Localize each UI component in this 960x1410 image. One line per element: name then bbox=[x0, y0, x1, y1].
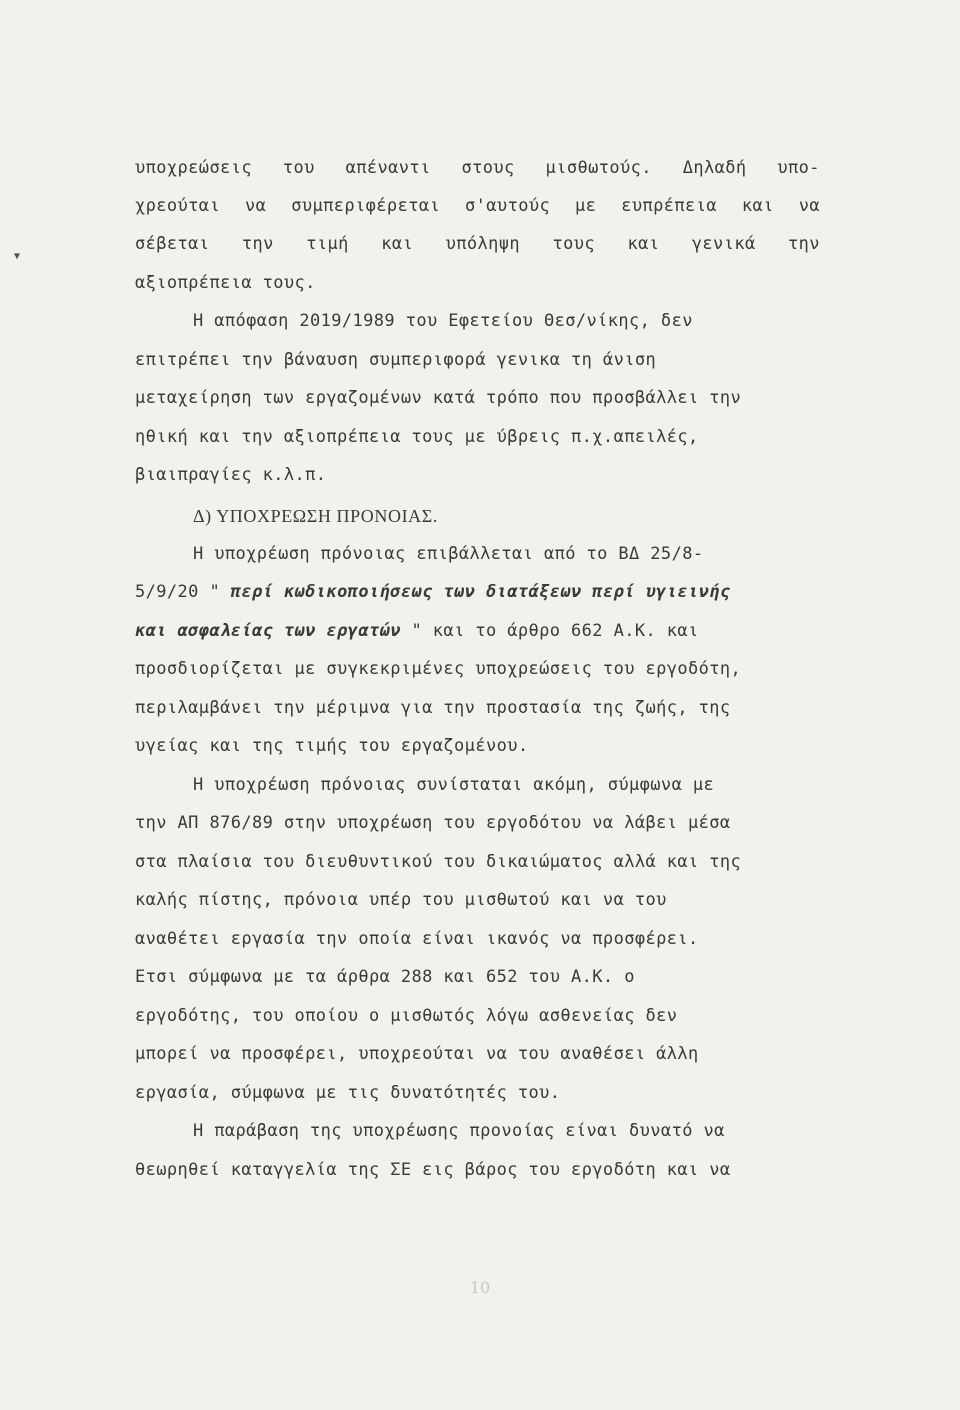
text-line-23: εργοδότης, του οποίου ο μισθωτός λόγω ασθενείας δεν bbox=[135, 1006, 678, 1026]
word: Δηλαδή bbox=[682, 158, 747, 178]
word: στους bbox=[461, 158, 515, 178]
text-line-25: εργασία, σύμφωνα με τις δυνατότητές του. bbox=[135, 1083, 561, 1103]
text-line-2 bbox=[135, 196, 820, 226]
text-line-12 bbox=[135, 582, 820, 612]
word: την bbox=[788, 234, 820, 254]
word: να bbox=[798, 196, 820, 216]
word: να bbox=[245, 196, 267, 216]
text-line-7: μεταχείρηση των εργαζομένων κατά τρόπο που προσβάλλει την bbox=[135, 388, 742, 408]
word: μισθωτούς. bbox=[545, 158, 652, 178]
text-line-13 bbox=[135, 621, 820, 651]
text-line-16: υγείας και της τιμής του εργαζομένου. bbox=[135, 736, 529, 756]
text-line-11: Η υποχρέωση πρόνοιας επιβάλλεται από το ΒΔ 25/8- bbox=[193, 544, 704, 564]
text-line-9: βιαιπραγίες κ.λ.π. bbox=[135, 465, 327, 485]
word: σέβεται bbox=[135, 234, 210, 254]
word: του bbox=[282, 158, 315, 178]
text-line-1 bbox=[135, 158, 820, 188]
text-line-13-rest: " και το άρθρο 662 Α.Κ. και bbox=[400, 621, 699, 641]
word: γενικά bbox=[691, 234, 756, 254]
text-line-24: μπορεί να προσφέρει, υποχρεούται να του αναθέσει άλλη bbox=[135, 1044, 699, 1064]
page-number: 10 bbox=[469, 1278, 491, 1297]
text-line-14: προσδιορίζεται με συγκεκριμένες υποχρεώσεις του εργοδότη, bbox=[135, 659, 742, 679]
word: υπο- bbox=[777, 158, 820, 178]
text-line-26: Η παράβαση της υποχρέωσης προνοίας είναι δυνατό να bbox=[193, 1121, 725, 1141]
text-line-21: αναθέτει εργασία την οποία είναι ικανός να προσφέρει. bbox=[135, 929, 699, 949]
word: συμπεριφέρεται bbox=[291, 196, 441, 216]
word: και bbox=[627, 234, 660, 254]
section-heading: Δ) ΥΠΟΧΡΕΩΣΗ ΠΡΟΝΟΙΑΣ. bbox=[193, 506, 438, 526]
word: και bbox=[381, 234, 414, 254]
text-line-19: στα πλαίσια του διευθυντικού του δικαιώματος αλλά και της bbox=[135, 852, 742, 872]
word: υπόληψη bbox=[445, 234, 521, 254]
word: τιμή bbox=[306, 234, 349, 254]
text-line-22: Ετσι σύμφωνα με τα άρθρα 288 και 652 του Α.Κ. ο bbox=[135, 967, 635, 987]
text-line-18: την ΑΠ 876/89 στην υποχρέωση του εργοδότου να λάβει μέσα bbox=[135, 813, 731, 833]
text-line-15: περιλαμβάνει την μέριμνα για την προστασία της ζωής, της bbox=[135, 698, 731, 718]
text-line-8: ηθική και την αξιοπρέπεια τους με ύβρεις π.χ.απειλές, bbox=[135, 427, 699, 447]
word: απέναντι bbox=[345, 158, 431, 178]
text-line-13-italic: και ασφαλείας των εργατών bbox=[135, 621, 401, 641]
text-line-4: αξιοπρέπεια τους. bbox=[135, 273, 316, 293]
margin-arrow-icon: ▼ bbox=[14, 251, 21, 262]
word: χρεούται bbox=[135, 196, 221, 216]
word: ευπρέπεια bbox=[621, 196, 717, 216]
word: τους bbox=[552, 234, 595, 254]
text-line-3 bbox=[135, 234, 820, 264]
word: την bbox=[241, 234, 274, 254]
word: σ'αυτούς bbox=[465, 196, 551, 216]
text-line-5: Η απόφαση 2019/1989 του Εφετείου Θεσ/νίκης, δεν bbox=[193, 311, 693, 331]
text-line-27: θεωρηθεί καταγγελία της ΣΕ εις βάρος του εργοδότη και να bbox=[135, 1160, 731, 1180]
word: υποχρεώσεις bbox=[135, 158, 252, 178]
text-line-17: Η υποχρέωση πρόνοιας συνίσταται ακόμη, σύμφωνα με bbox=[193, 775, 715, 795]
text-line-20: καλής πίστης, πρόνοια υπέρ του μισθωτού και να του bbox=[135, 890, 667, 910]
word: και bbox=[741, 196, 774, 216]
text-line-12-open: 5/9/20 " bbox=[135, 582, 231, 602]
text-line-12-italic: περί κωδικοποιήσεως των διατάξεων περί υγιεινής bbox=[230, 582, 731, 602]
text-line-6: επιτρέπει την βάναυση συμπεριφορά γενικα τη άνιση bbox=[135, 350, 657, 370]
word: με bbox=[575, 196, 597, 216]
